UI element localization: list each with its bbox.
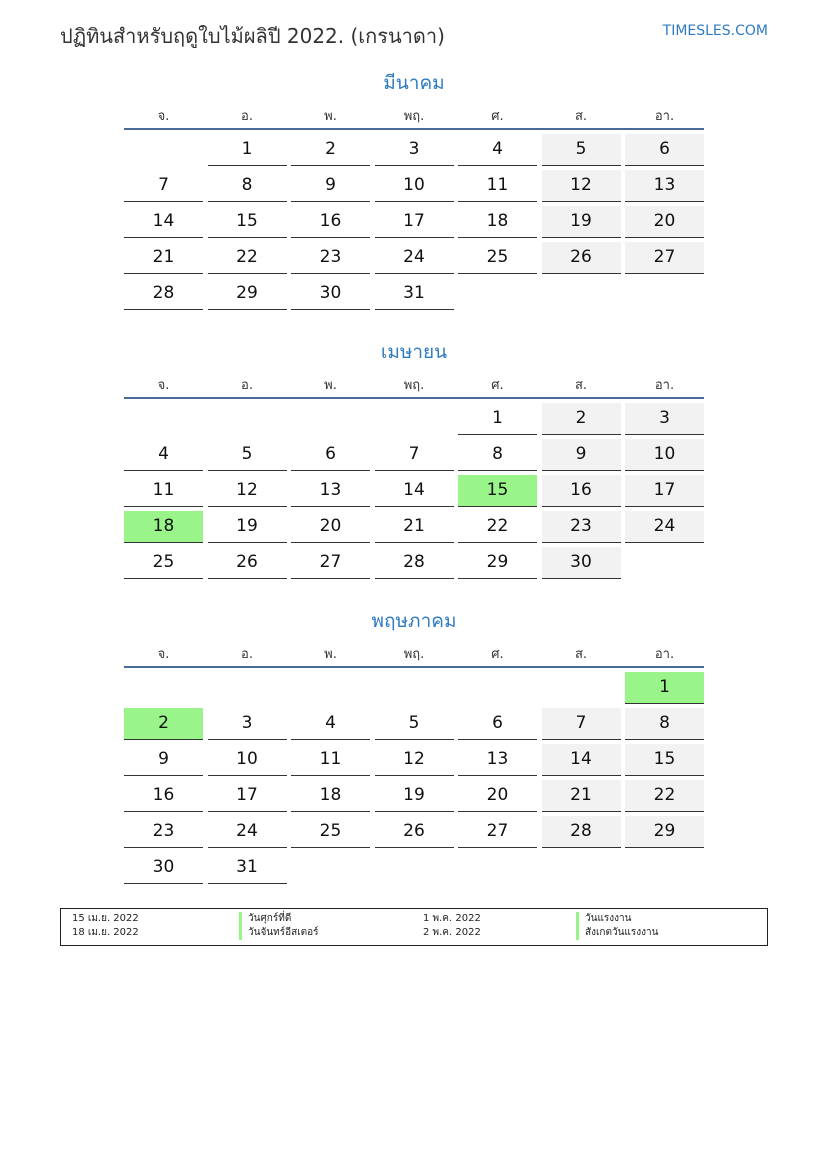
weekday-header (124, 375, 704, 399)
empty-day-cell (124, 403, 203, 435)
weekday-label: พฤ. (403, 109, 425, 124)
legend-row (61, 926, 767, 940)
day-cell: 14 (124, 206, 203, 238)
day-cell: 7 (375, 439, 454, 471)
day-cell: 5 (542, 134, 621, 166)
day-cell: 19 (375, 780, 454, 812)
week-row (124, 475, 704, 507)
day-cell: 24 (625, 511, 704, 543)
empty-day-cell (542, 672, 621, 704)
weekday-header (124, 644, 704, 668)
day-cell: 10 (375, 170, 454, 202)
weekday-label: อา. (654, 378, 675, 393)
day-cell: 9 (291, 170, 370, 202)
day-cell: 23 (124, 816, 203, 848)
legend-holiday-name: สังเกตวันแรงงาน (576, 926, 658, 940)
week-row (124, 780, 704, 812)
legend-date: 15 เม.ย. 2022 (72, 913, 139, 924)
empty-day-cell (291, 672, 370, 704)
day-cell: 16 (542, 475, 621, 507)
month-block (124, 68, 704, 314)
holiday-day-cell: 2 (124, 708, 203, 740)
day-cell: 22 (458, 511, 537, 543)
day-cell: 19 (208, 511, 287, 543)
day-cell: 29 (208, 278, 287, 310)
week-row (124, 439, 704, 471)
weekday-label: อ. (241, 378, 253, 393)
weekday-label: อา. (654, 647, 675, 662)
page-title: ปฏิทินสำหรับฤดูใบไม้ผลิปี 2022. (เกรนาดา) (60, 24, 445, 48)
empty-day-cell (542, 278, 621, 310)
day-cell: 27 (458, 816, 537, 848)
week-row (124, 744, 704, 776)
empty-day-cell (625, 547, 704, 579)
weekday-label: จ. (157, 647, 170, 662)
month-block (124, 337, 704, 583)
day-cell: 23 (542, 511, 621, 543)
empty-day-cell (124, 672, 203, 704)
weekday-label: ส. (574, 647, 588, 662)
day-cell: 20 (625, 206, 704, 238)
legend-holiday-name: วันจันทร์อีสเตอร์ (239, 926, 319, 940)
month-title: พฤษภาคม (371, 610, 457, 632)
day-cell: 13 (458, 744, 537, 776)
legend-date: 18 เม.ย. 2022 (72, 927, 139, 938)
day-cell: 8 (458, 439, 537, 471)
holiday-legend (60, 908, 768, 946)
weekday-label: อา. (654, 109, 675, 124)
day-cell: 16 (124, 780, 203, 812)
empty-day-cell (458, 672, 537, 704)
day-cell: 30 (291, 278, 370, 310)
day-cell: 21 (375, 511, 454, 543)
day-cell: 29 (625, 816, 704, 848)
weekday-label: ศ. (491, 378, 504, 393)
day-cell: 1 (208, 134, 287, 166)
holiday-day-cell: 18 (124, 511, 203, 543)
day-cell: 21 (124, 242, 203, 274)
day-cell: 15 (208, 206, 287, 238)
day-cell: 31 (375, 278, 454, 310)
day-cell: 10 (625, 439, 704, 471)
day-cell: 3 (375, 134, 454, 166)
weekday-label: อ. (241, 647, 253, 662)
day-cell: 18 (291, 780, 370, 812)
day-cell: 11 (458, 170, 537, 202)
day-cell: 11 (291, 744, 370, 776)
week-row (124, 134, 704, 166)
day-cell: 17 (208, 780, 287, 812)
weekday-label: พ. (324, 378, 337, 393)
legend-holiday-name: วันแรงงาน (576, 912, 631, 926)
day-cell: 4 (124, 439, 203, 471)
day-cell: 11 (124, 475, 203, 507)
day-cell: 23 (291, 242, 370, 274)
day-cell: 16 (291, 206, 370, 238)
day-cell: 2 (542, 403, 621, 435)
weekday-label: พฤ. (403, 647, 425, 662)
empty-day-cell (291, 852, 370, 884)
day-cell: 8 (625, 708, 704, 740)
legend-date: 1 พ.ค. 2022 (423, 913, 481, 924)
weekday-label: ศ. (491, 109, 504, 124)
holiday-day-cell: 15 (458, 475, 537, 507)
day-cell: 18 (458, 206, 537, 238)
day-cell: 15 (625, 744, 704, 776)
day-cell: 29 (458, 547, 537, 579)
weekday-header (124, 106, 704, 130)
day-cell: 14 (542, 744, 621, 776)
weekday-label: จ. (157, 378, 170, 393)
empty-day-cell (208, 672, 287, 704)
day-cell: 7 (124, 170, 203, 202)
legend-row (61, 912, 767, 926)
weekday-label: พ. (324, 109, 337, 124)
empty-day-cell (375, 403, 454, 435)
day-cell: 4 (291, 708, 370, 740)
day-cell: 5 (375, 708, 454, 740)
empty-day-cell (542, 852, 621, 884)
weekday-label: พ. (324, 647, 337, 662)
day-cell: 17 (375, 206, 454, 238)
holiday-day-cell: 1 (625, 672, 704, 704)
day-cell: 26 (375, 816, 454, 848)
day-cell: 7 (542, 708, 621, 740)
day-cell: 26 (208, 547, 287, 579)
day-cell: 22 (625, 780, 704, 812)
day-cell: 24 (208, 816, 287, 848)
day-cell: 10 (208, 744, 287, 776)
day-cell: 12 (542, 170, 621, 202)
week-row (124, 672, 704, 704)
day-cell: 2 (291, 134, 370, 166)
week-row (124, 278, 704, 310)
weekday-label: ส. (574, 109, 588, 124)
day-cell: 14 (375, 475, 454, 507)
empty-day-cell (625, 278, 704, 310)
day-cell: 12 (208, 475, 287, 507)
weekday-label: จ. (157, 109, 170, 124)
month-block (124, 606, 704, 888)
day-cell: 30 (542, 547, 621, 579)
day-cell: 26 (542, 242, 621, 274)
day-cell: 3 (625, 403, 704, 435)
day-cell: 28 (124, 278, 203, 310)
day-cell: 30 (124, 852, 203, 884)
legend-date: 2 พ.ค. 2022 (423, 927, 481, 938)
day-cell: 3 (208, 708, 287, 740)
empty-day-cell (458, 852, 537, 884)
weekday-label: ศ. (491, 647, 504, 662)
empty-day-cell (375, 852, 454, 884)
week-row (124, 170, 704, 202)
day-cell: 21 (542, 780, 621, 812)
day-cell: 6 (291, 439, 370, 471)
month-title: เมษายน (380, 341, 448, 363)
week-row (124, 403, 704, 435)
day-cell: 28 (542, 816, 621, 848)
day-cell: 22 (208, 242, 287, 274)
weekday-label: ส. (574, 378, 588, 393)
day-cell: 25 (124, 547, 203, 579)
weekday-label: อ. (241, 109, 253, 124)
week-row (124, 206, 704, 238)
empty-day-cell (625, 852, 704, 884)
week-row (124, 708, 704, 740)
weekday-label: พฤ. (403, 378, 425, 393)
empty-day-cell (375, 672, 454, 704)
day-cell: 20 (291, 511, 370, 543)
day-cell: 8 (208, 170, 287, 202)
legend-holiday-name: วันศุกร์ที่ดี (239, 912, 291, 926)
day-cell: 20 (458, 780, 537, 812)
day-cell: 6 (458, 708, 537, 740)
day-cell: 25 (291, 816, 370, 848)
empty-day-cell (458, 278, 537, 310)
week-row (124, 547, 704, 579)
day-cell: 5 (208, 439, 287, 471)
day-cell: 24 (375, 242, 454, 274)
empty-day-cell (208, 403, 287, 435)
month-title: มีนาคม (383, 72, 445, 94)
day-cell: 1 (458, 403, 537, 435)
empty-day-cell (124, 134, 203, 166)
day-cell: 6 (625, 134, 704, 166)
week-row (124, 511, 704, 543)
day-cell: 9 (124, 744, 203, 776)
day-cell: 27 (291, 547, 370, 579)
day-cell: 13 (291, 475, 370, 507)
day-cell: 27 (625, 242, 704, 274)
empty-day-cell (291, 403, 370, 435)
day-cell: 19 (542, 206, 621, 238)
day-cell: 25 (458, 242, 537, 274)
day-cell: 12 (375, 744, 454, 776)
day-cell: 9 (542, 439, 621, 471)
day-cell: 13 (625, 170, 704, 202)
day-cell: 28 (375, 547, 454, 579)
day-cell: 4 (458, 134, 537, 166)
week-row (124, 816, 704, 848)
site-link[interactable]: TIMESLES.COM (662, 23, 768, 39)
day-cell: 17 (625, 475, 704, 507)
week-row (124, 242, 704, 274)
week-row (124, 852, 704, 884)
day-cell: 31 (208, 852, 287, 884)
